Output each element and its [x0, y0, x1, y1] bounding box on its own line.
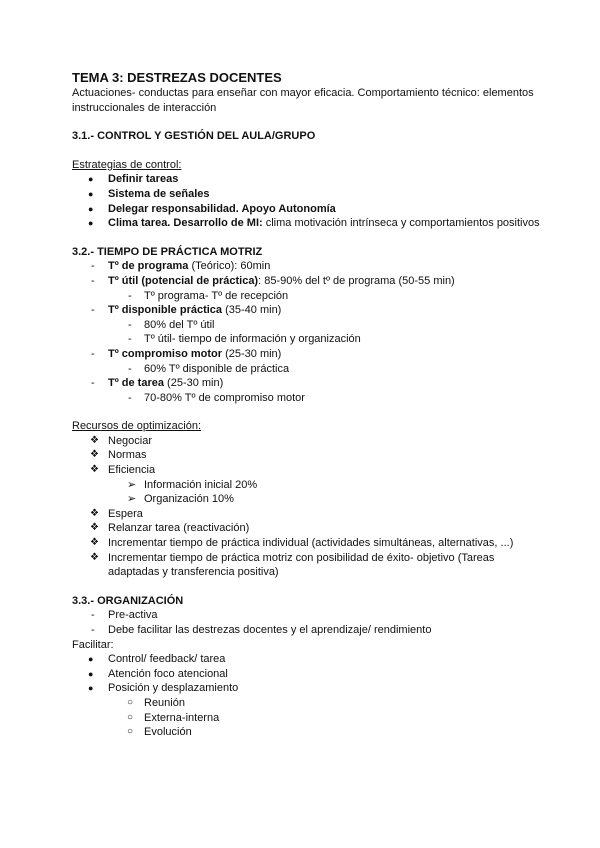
- list-item: ● Atención foco atencional: [88, 667, 228, 680]
- bullet-dash-icon: -: [128, 362, 132, 375]
- list-item: - Tº disponible práctica (35-40 min): [91, 304, 282, 317]
- list-item: ❖ Eficiencia: [90, 464, 156, 477]
- list-item: ❖ Incrementar tiempo de práctica individual (actividades simultáneas, alternativas, ...): [90, 537, 514, 550]
- bullet-dot-icon: ●: [88, 174, 94, 185]
- bullet-dash-icon: -: [91, 260, 95, 273]
- list-item: ● Clima tarea. Desarrollo de MI: clima motivación intrínseca y comportamientos positivos: [88, 217, 540, 230]
- list-item: ❖ Negociar: [90, 434, 153, 447]
- practice-time-list: [72, 259, 542, 405]
- bullet-diamond-icon: ❖: [90, 464, 99, 476]
- list-item: ● Sistema de señales: [88, 187, 210, 200]
- list-item: ● Definir tareas: [88, 173, 179, 186]
- bullet-arrow-icon: ➢: [127, 478, 137, 491]
- bullet-dot-icon: ●: [88, 218, 94, 229]
- sub-list-item: ➢ Información inicial 20%: [127, 478, 258, 491]
- bullet-circle-icon: ○: [127, 696, 134, 708]
- bullet-arrow-icon: ➢: [127, 493, 137, 506]
- bullet-dash-icon: -: [128, 391, 132, 404]
- bullet-dash-icon: -: [91, 347, 95, 360]
- bullet-diamond-icon: ❖: [90, 449, 99, 461]
- list-item: - Tº útil (potencial de práctica): 85-90% del tº de programa (50-55 min): [91, 274, 455, 287]
- bullet-dot-icon: ●: [88, 668, 94, 679]
- sub-list-item: - 70-80% Tº de compromiso motor: [128, 391, 305, 404]
- list-item: ❖ Relanzar tarea (reactivación): [90, 522, 250, 535]
- list-item: ❖ Incrementar tiempo de práctica motriz con posibilidad de éxito- objetivo (Tareas adaptadas y transferencia positiva): [90, 551, 495, 579]
- sub-list-item: ➢ Organización 10%: [127, 493, 234, 506]
- list-item: ● Control/ feedback/ tarea: [88, 653, 226, 666]
- list-item: - Tº compromiso motor (25-30 min): [91, 347, 282, 360]
- sub-list-item: - Tº programa- Tº de recepción: [128, 289, 289, 302]
- control-strategies-list: [72, 172, 542, 230]
- bullet-dot-icon: ●: [88, 203, 94, 214]
- document-subtitle: Actuaciones- conductas para enseñar con mayor eficacia. Comportamiento técnico: elementos instruccionales de interacción: [72, 87, 534, 114]
- optimization-resources-list: [72, 434, 542, 580]
- facilitar-label: Facilitar:: [72, 638, 114, 651]
- list-item: - Tº de tarea (25-30 min): [91, 377, 224, 390]
- list-item: ● Delegar responsabilidad. Apoyo Autonomía: [88, 202, 336, 215]
- document-page: [72, 70, 542, 740]
- list-item: - Pre-activa: [91, 609, 158, 622]
- bullet-dash-icon: -: [91, 624, 95, 636]
- list-item: ❖ Espera: [90, 507, 143, 520]
- section-3-3-title: 3.3.- ORGANIZACIÓN: [72, 594, 184, 607]
- bullet-diamond-icon: ❖: [90, 551, 99, 563]
- bullet-dash-icon: -: [128, 289, 132, 302]
- sub-list-item: ○ Externa-interna: [127, 711, 220, 724]
- organization-list: [72, 608, 542, 637]
- sub-list-item: - 60% Tº disponible de práctica: [128, 362, 290, 375]
- bullet-diamond-icon: ❖: [90, 522, 99, 534]
- control-strategies-heading: Estrategias de control:: [72, 158, 182, 171]
- sub-list-item: ○ Reunión: [127, 696, 185, 709]
- bullet-dot-icon: ●: [88, 188, 94, 199]
- list-item: - Debe facilitar las destrezas docentes y el aprendizaje/ rendimiento: [91, 624, 432, 636]
- list-item: - Tº de programa (Teórico): 60min: [91, 260, 271, 273]
- bullet-dash-icon: -: [91, 304, 95, 317]
- bullet-dot-icon: ●: [88, 683, 94, 694]
- list-item: ● Posición y desplazamiento: [88, 682, 239, 695]
- bullet-dash-icon: -: [128, 318, 132, 331]
- bullet-dot-icon: ●: [88, 654, 94, 665]
- optimization-resources-heading: Recursos de optimización:: [72, 420, 202, 433]
- list-item: ❖ Normas: [90, 449, 147, 462]
- section-3-1-title: 3.1.- CONTROL Y GESTIÓN DEL AULA/GRUPO: [72, 130, 316, 143]
- bullet-dash-icon: -: [128, 333, 132, 346]
- bullet-dash-icon: -: [91, 609, 95, 622]
- section-3-2-title: 3.2.- TIEMPO DE PRÁCTICA MOTRIZ: [72, 245, 263, 258]
- sub-list-item: - Tº útil- tiempo de información y organización: [128, 333, 361, 346]
- bullet-circle-icon: ○: [127, 726, 134, 738]
- bullet-diamond-icon: ❖: [90, 434, 99, 446]
- facilitar-list: [72, 652, 542, 740]
- bullet-circle-icon: ○: [127, 711, 134, 723]
- document-title: TEMA 3: DESTREZAS DOCENTES: [72, 70, 282, 85]
- sub-list-item: ○ Evolución: [127, 726, 192, 739]
- bullet-diamond-icon: ❖: [90, 507, 99, 519]
- sub-list-item: - 80% del Tº útil: [128, 318, 215, 331]
- bullet-dash-icon: -: [91, 274, 95, 287]
- bullet-diamond-icon: ❖: [90, 537, 99, 549]
- bullet-dash-icon: -: [91, 377, 95, 390]
